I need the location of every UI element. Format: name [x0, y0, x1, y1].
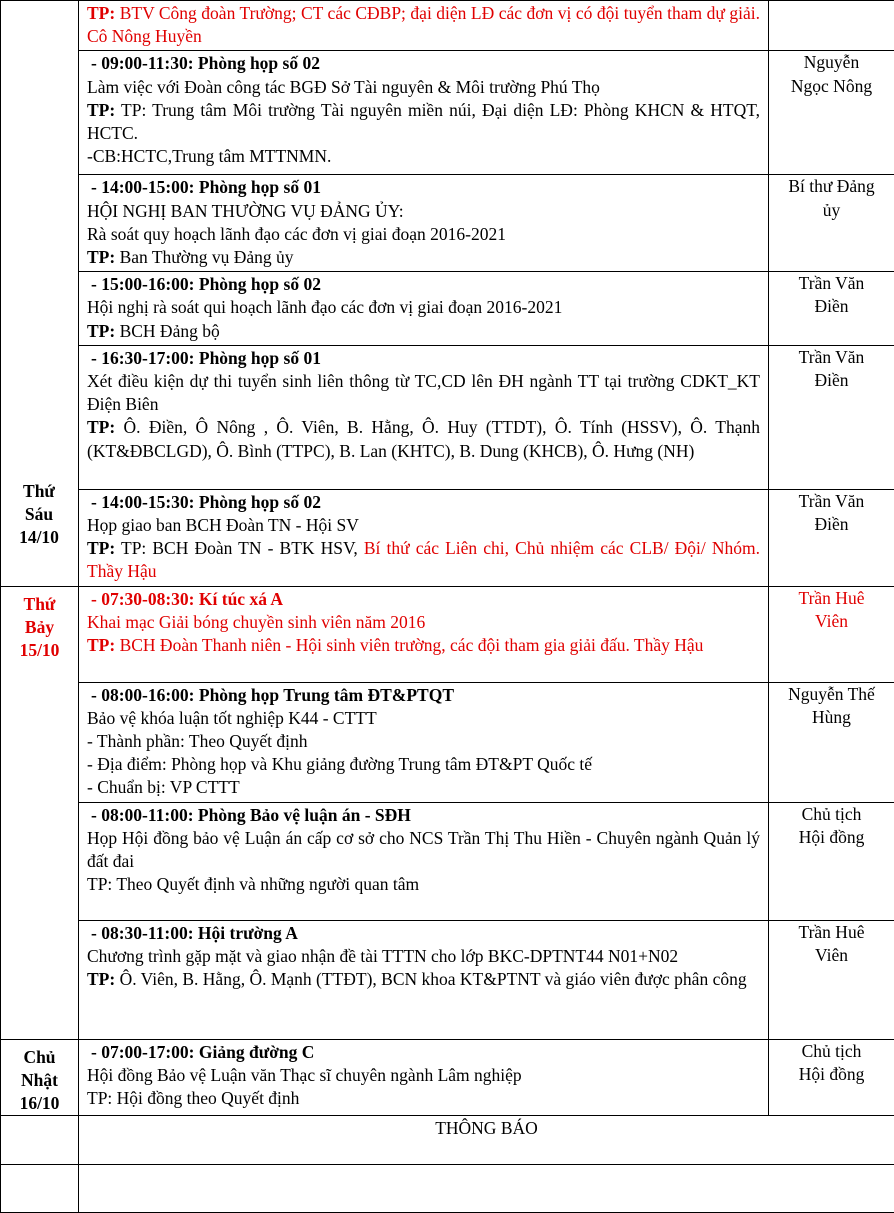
- event-content: [79, 1, 769, 51]
- day-label-line: Chủ: [1, 1046, 78, 1069]
- host-name-line: Điền: [771, 369, 892, 392]
- host-cell: [769, 51, 894, 175]
- host-cell: [769, 175, 894, 272]
- event-content: [79, 920, 769, 1039]
- day-cell-saturday: [1, 586, 79, 1039]
- event-time-location: - 16:30-17:00: Phòng họp số 01: [87, 347, 760, 370]
- host-name-line: Điền: [771, 513, 892, 536]
- host-name-line: Ngọc Nông: [771, 75, 892, 98]
- table-row: [1, 682, 894, 802]
- event-description: Hội đồng Bảo vệ Luận văn Thạc sĩ chuyên ngành Lâm nghiệp: [87, 1064, 760, 1087]
- participants-text: TP: BCH Đoàn TN - BTK HSV,: [121, 538, 358, 558]
- participants-text: BCH Đoàn Thanh niên - Hội sinh viên trường, các đội tham gia giải đấu. Thầy Hậu: [120, 635, 704, 655]
- event-description: Khai mạc Giải bóng chuyền sinh viên năm 2016: [87, 611, 760, 634]
- tp-label: TP:: [87, 635, 115, 655]
- participants-text: TP: Trung tâm Môi trường Tài nguyên miền núi, Đại diện LĐ: Phòng KHCN & HTQT, HCTC.: [87, 100, 760, 143]
- host-name-line: Chủ tịch: [771, 803, 892, 826]
- event-content: [79, 802, 769, 920]
- participants-highlight: Bí thứ các Liên chi, Chủ nhiệm các CLB/ Đội/ Nhóm. Thầy Hậu: [87, 538, 760, 581]
- tp-label: TP:: [87, 969, 115, 989]
- participants-text: BTV Công đoàn Trường; CT các CĐBP; đại diện LĐ các đơn vị có đội tuyển tham dự giải. Cô Nông Huyền: [87, 3, 760, 46]
- detail-line: - Địa điểm: Phòng họp và Khu giảng đường Trung tâm ĐT&PT Quốc tế: [87, 753, 760, 776]
- table-row: [1, 1116, 894, 1165]
- tp-label: TP:: [87, 100, 115, 120]
- table-row: [1, 345, 894, 489]
- participants-text: Ban Thường vụ Đảng ủy: [120, 247, 294, 267]
- day-label-friday: [0, 480, 78, 550]
- host-name-line: Bí thư Đảng: [771, 175, 892, 198]
- event-title: HỘI NGHỊ BAN THƯỜNG VỤ ĐẢNG ỦY:: [87, 200, 760, 223]
- event-time-location: - 14:00-15:30: Phòng họp số 02: [87, 491, 760, 514]
- host-name-line: Hùng: [771, 706, 892, 729]
- event-time-location: - 15:00-16:00: Phòng họp số 02: [87, 273, 760, 296]
- event-description: Làm việc với Đoàn công tác BGĐ Sở Tài nguyên & Môi trường Phú Thọ: [87, 76, 760, 99]
- event-description: Chương trình gặp mặt và giao nhận đề tài TTTN cho lớp BKC-DPTNT44 N01+N02: [87, 945, 760, 968]
- host-name-line: Viên: [771, 610, 892, 633]
- day-label-line: 15/10: [1, 639, 78, 662]
- tp-label: TP:: [87, 321, 115, 341]
- event-description: Bảo vệ khóa luận tốt nghiệp K44 - CTTT: [87, 707, 760, 730]
- schedule-table: [0, 0, 894, 587]
- host-name-line: Hội đồng: [771, 1063, 892, 1086]
- host-name-line: Viên: [771, 944, 892, 967]
- host-cell: [769, 586, 894, 682]
- event-description: Họp Hội đồng bảo vệ Luận án cấp cơ sở cho NCS Trần Thị Thu Hiền - Chuyên ngành Quản lý đất đai: [87, 827, 760, 873]
- participants-text: Ô. Điền, Ô Nông , Ô. Viên, B. Hằng, Ô. Huy (TTDT), Ô. Tính (HSSV), Ô. Thạnh (KT&ĐBCLGD), Ô. Bình (TTPC), B. Lan (KHTC), B. Dung (KHCB), Ô. Hưng (NH): [87, 417, 760, 460]
- host-name-line: Trần Văn: [771, 272, 892, 295]
- participants-text: TP: Theo Quyết định và những người quan tâm: [87, 873, 760, 896]
- table-row: [1, 272, 894, 346]
- event-time-location: - 14:00-15:00: Phòng họp số 01: [87, 176, 760, 199]
- schedule-table-continued: [0, 586, 894, 1213]
- day-label-line: Sáu: [0, 503, 78, 526]
- host-name-line: Nguyễn Thế: [771, 683, 892, 706]
- event-content: [79, 682, 769, 802]
- event-content: [79, 175, 769, 272]
- detail-line: - Thành phần: Theo Quyết định: [87, 730, 760, 753]
- event-time-location: - 09:00-11:30: Phòng họp số 02: [87, 52, 760, 75]
- preparation-text: -CB:HCTC,Trung tâm MTTNMN.: [87, 145, 760, 168]
- event-time-location: - 08:00-16:00: Phòng họp Trung tâm ĐT&PTQT: [87, 684, 760, 707]
- event-content: [79, 489, 769, 586]
- day-label-line: 14/10: [0, 526, 78, 549]
- day-label-line: Nhật: [1, 1069, 78, 1092]
- host-cell: [769, 1039, 894, 1116]
- notice-heading: THÔNG BÁO: [79, 1116, 894, 1165]
- host-name-line: Hội đồng: [771, 826, 892, 849]
- table-row: [1, 802, 894, 920]
- host-cell: [769, 272, 894, 346]
- event-description: Hội nghị rà soát qui hoạch lãnh đạo các đơn vị giai đoạn 2016-2021: [87, 296, 760, 319]
- detail-line: - Chuẩn bị: VP CTTT: [87, 776, 760, 799]
- host-name-line: Nguyễn: [771, 51, 892, 74]
- event-content: [79, 1039, 769, 1116]
- day-label-line: Bảy: [1, 616, 78, 639]
- event-description: Rà soát quy hoạch lãnh đạo các đơn vị giai đoạn 2016-2021: [87, 223, 760, 246]
- tp-label: TP:: [87, 417, 115, 437]
- participants-text: BCH Đảng bộ: [120, 321, 220, 341]
- event-description: Họp giao ban BCH Đoàn TN - Hội SV: [87, 514, 760, 537]
- host-cell: [769, 682, 894, 802]
- host-cell: [769, 1, 894, 51]
- event-content: [79, 586, 769, 682]
- table-row: [1, 1, 894, 51]
- host-name-line: ủy: [771, 199, 892, 222]
- table-row: [1, 175, 894, 272]
- host-cell: [769, 489, 894, 586]
- event-description: Xét điều kiện dự thi tuyển sinh liên thông từ TC,CD lên ĐH ngành TT tại trường CDKT_KT Điện Biên: [87, 370, 760, 416]
- event-content: [79, 272, 769, 346]
- host-name-line: Trần Văn: [771, 490, 892, 513]
- day-label-line: Thứ: [1, 593, 78, 616]
- empty-cell: [1, 1165, 79, 1213]
- host-cell: [769, 802, 894, 920]
- table-row: [1, 51, 894, 175]
- host-name-line: Chủ tịch: [771, 1040, 892, 1063]
- host-name-line: Điền: [771, 295, 892, 318]
- tp-label: TP:: [87, 247, 115, 267]
- table-row: [1, 586, 894, 682]
- table-row: [1, 489, 894, 586]
- event-content: [79, 51, 769, 175]
- day-label-line: 16/10: [1, 1092, 78, 1115]
- event-time-location: - 08:00-11:00: Phòng Bảo vệ luận án - SĐH: [87, 804, 760, 827]
- day-label-line: Thứ: [0, 480, 78, 503]
- event-content: [79, 345, 769, 489]
- host-name-line: Trần Văn: [771, 346, 892, 369]
- host-name-line: Trần Huê: [771, 587, 892, 610]
- tp-label: TP:: [87, 3, 115, 23]
- participants-text: Ô. Viên, B. Hằng, Ô. Mạnh (TTĐT), BCN khoa KT&PTNT và giáo viên được phân công: [120, 969, 747, 989]
- event-time-location: - 07:30-08:30: Kí túc xá A: [87, 588, 760, 611]
- table-row: [1, 1165, 894, 1213]
- event-time-location: - 07:00-17:00: Giảng đường C: [87, 1041, 760, 1064]
- host-cell: [769, 920, 894, 1039]
- table-row: [1, 920, 894, 1039]
- tp-label: TP:: [87, 538, 115, 558]
- table-row: [1, 1039, 894, 1116]
- notice-body: [79, 1165, 894, 1213]
- event-time-location: - 08:30-11:00: Hội trường A: [87, 922, 760, 945]
- participants-text: TP: Hội đồng theo Quyết định: [87, 1087, 760, 1110]
- day-cell-sunday: [1, 1039, 79, 1116]
- empty-cell: [1, 1116, 79, 1165]
- host-name-line: Trần Huê: [771, 921, 892, 944]
- host-cell: [769, 345, 894, 489]
